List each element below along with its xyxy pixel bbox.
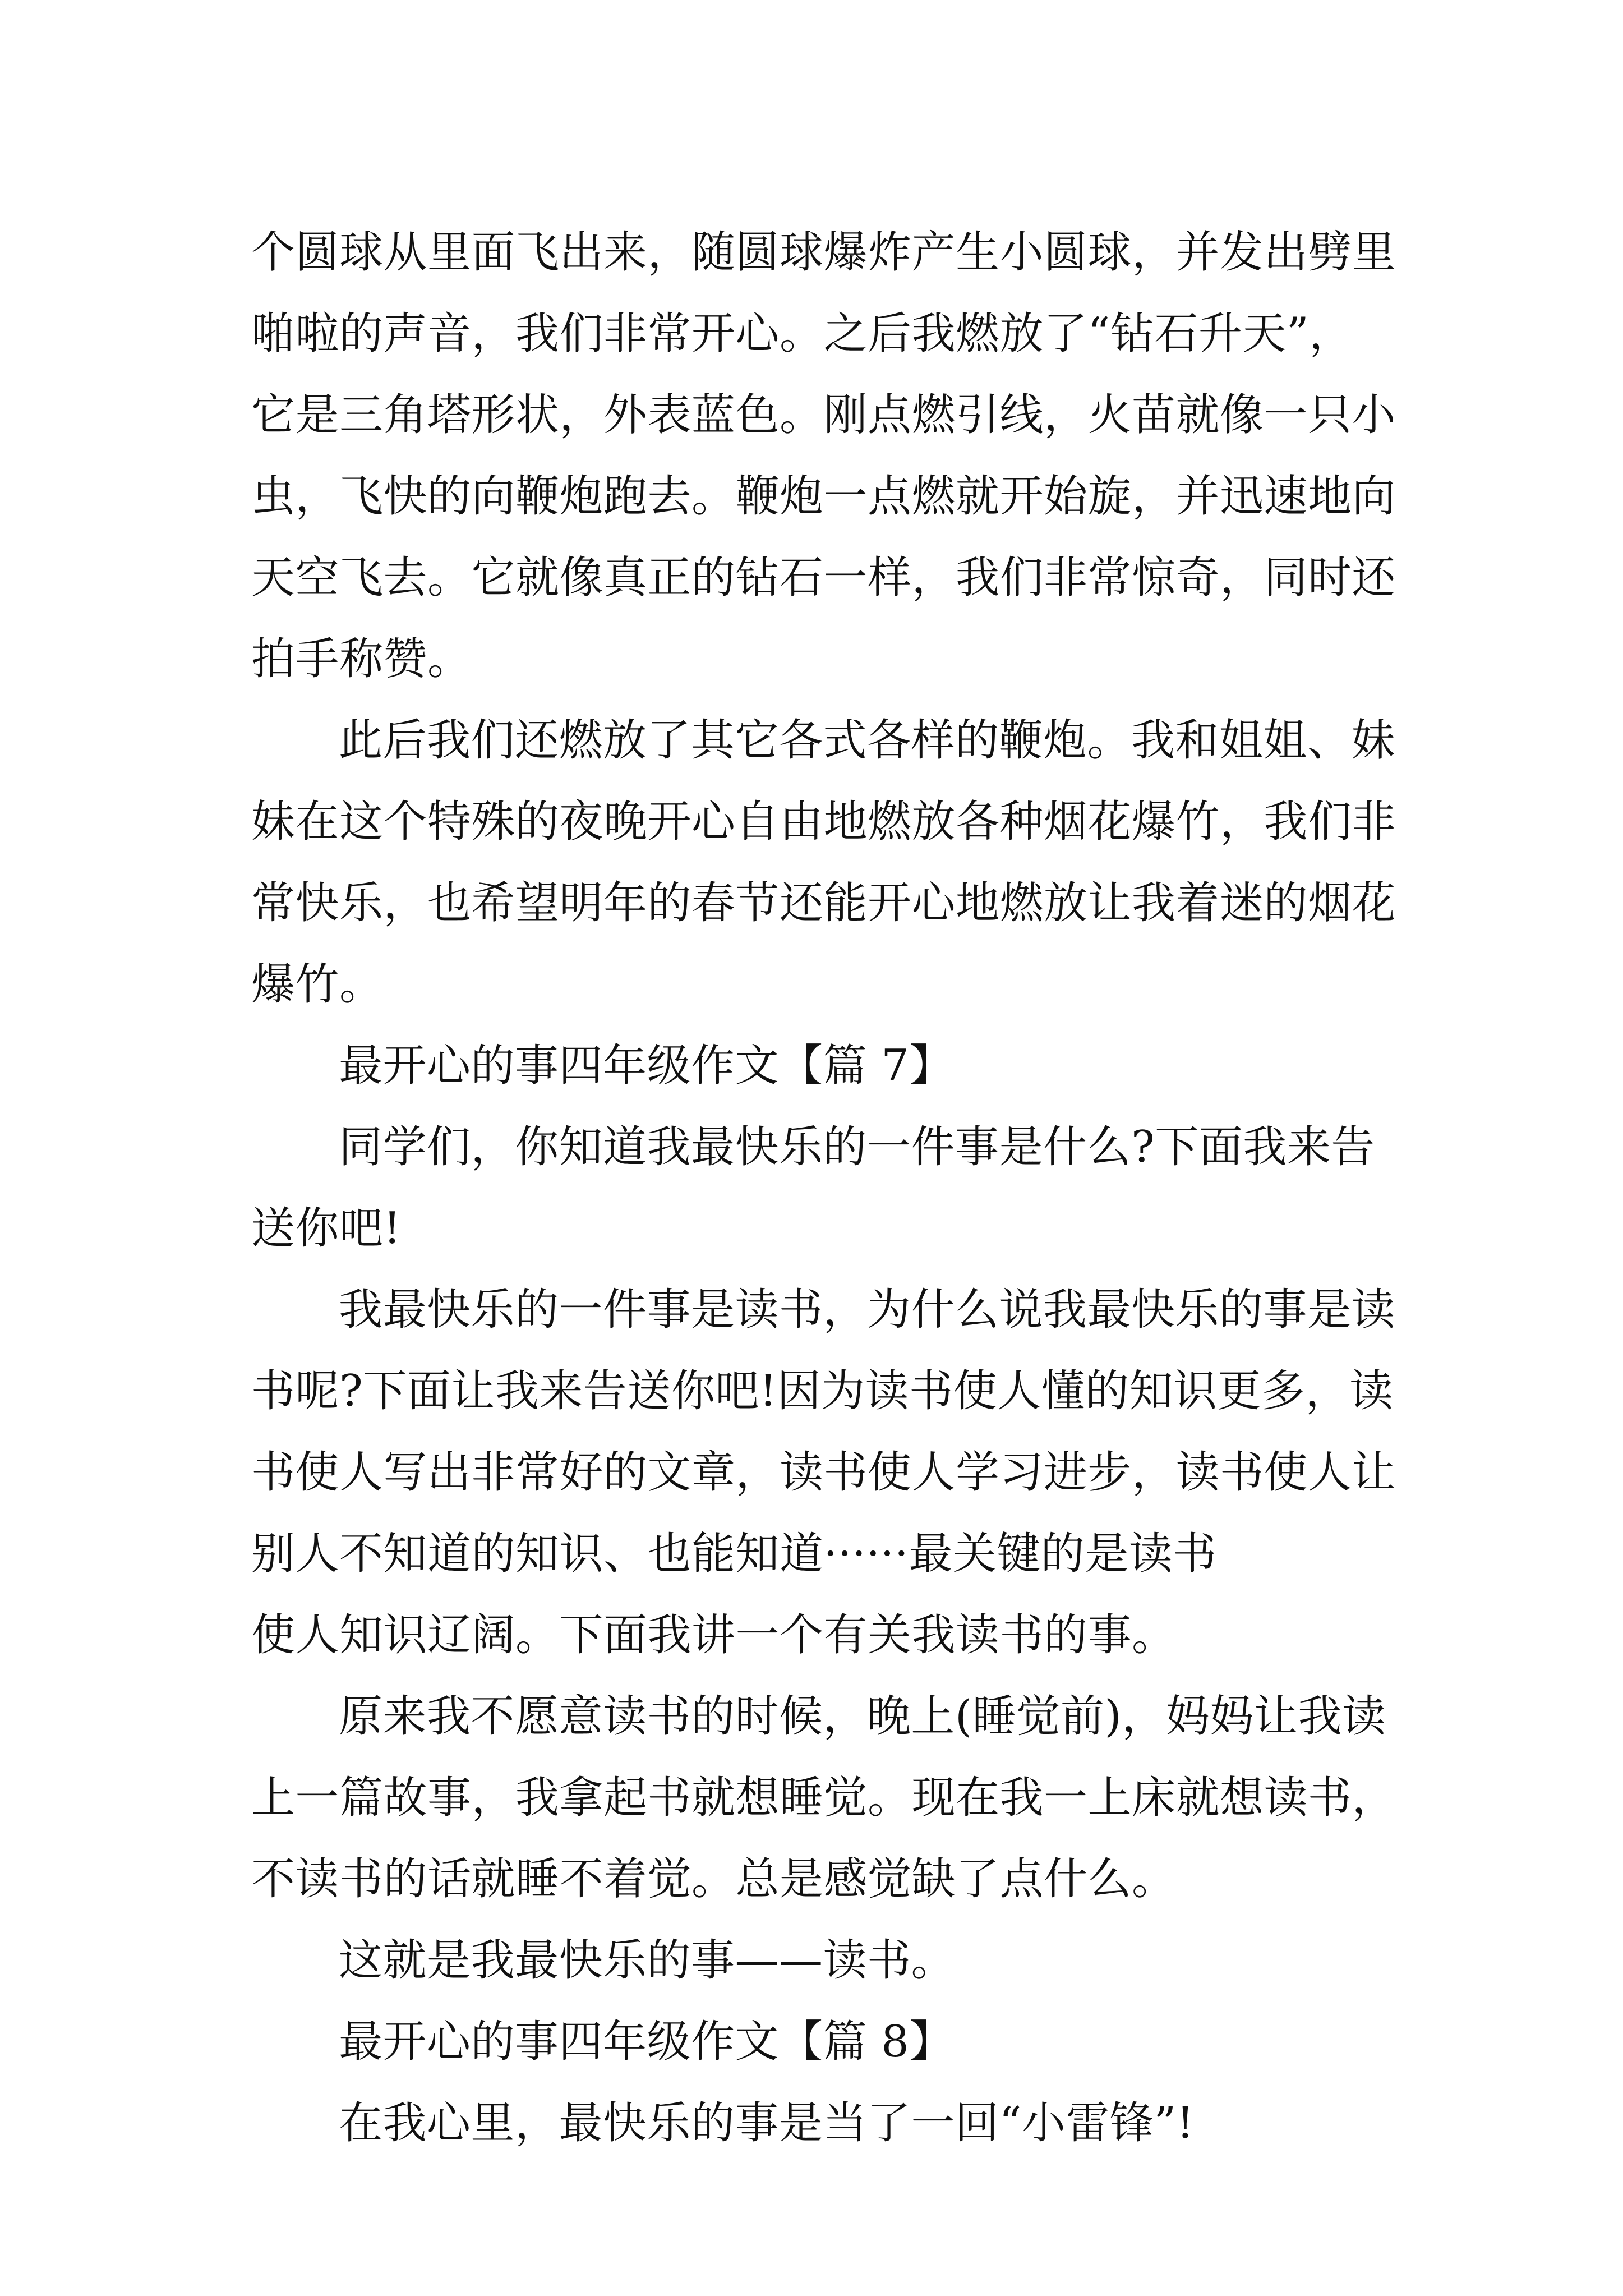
text-line: 使人知识辽阔。下面我讲一个有关我读书的事。	[251, 1610, 1176, 1660]
text-line: 爆竹。	[251, 959, 384, 1010]
paragraph-start-line: 原来我不愿意读书的时候，晚上(睡觉前)，妈妈让我读	[339, 1691, 1386, 1742]
text-line: 它是三角塔形状，外表蓝色。刚点燃引线，火苗就像一只小	[251, 390, 1396, 440]
text-line: 上一篇故事，我拿起书就想睡觉。现在我一上床就想读书，	[251, 1773, 1396, 1823]
document-page	[251, 212, 1396, 2164]
paragraph-start-line: 在我心里，最快乐的事是当了一回“小雷锋”!	[339, 2098, 1195, 2148]
text-line: 天空飞去。它就像真正的钻石一样，我们非常惊奇，同时还	[251, 553, 1396, 603]
section-heading: 最开心的事四年级作文【篇 7】	[339, 1041, 953, 1091]
text-line: 书呢?下面让我来告送你吧!因为读书使人懂的知识更多，读	[251, 1366, 1394, 1416]
text-line: 拍手称赞。	[251, 634, 472, 684]
text-line: 虫，飞快的向鞭炮跑去。鞭炮一点燃就开始旋，并迅速地向	[251, 471, 1396, 522]
paragraph-start-line: 我最快乐的一件事是读书，为什么说我最快乐的事是读	[339, 1285, 1396, 1335]
paragraph-start-line: 同学们，你知道我最快乐的一件事是什么?下面我来告	[339, 1122, 1375, 1172]
text-line: 别人不知道的知识、也能知道······最关键的是读书	[251, 1529, 1217, 1579]
text-line: 送你吧!	[251, 1203, 402, 1254]
text-line: 啪啦的声音，我们非常开心。之后我燃放了“钻石升天”，	[251, 309, 1353, 359]
text-line: 不读书的话就睡不着觉。总是感觉缺了点什么。	[251, 1854, 1176, 1904]
paragraph-start-line: 此后我们还燃放了其它各式各样的鞭炮。我和姐姐、妹	[339, 715, 1396, 766]
paragraph-start-line: 这就是我最快乐的事——读书。	[339, 1935, 956, 1986]
section-heading: 最开心的事四年级作文【篇 8】	[339, 2017, 953, 2067]
text-line: 书使人写出非常好的文章，读书使人学习进步，读书使人让	[251, 1447, 1396, 1498]
text-line: 常快乐，也希望明年的春节还能开心地燃放让我着迷的烟花	[251, 878, 1396, 928]
text-line: 妹在这个特殊的夜晚开心自由地燃放各种烟花爆竹，我们非	[251, 797, 1396, 847]
text-line: 个圆球从里面飞出来，随圆球爆炸产生小圆球，并发出劈里	[251, 227, 1396, 278]
